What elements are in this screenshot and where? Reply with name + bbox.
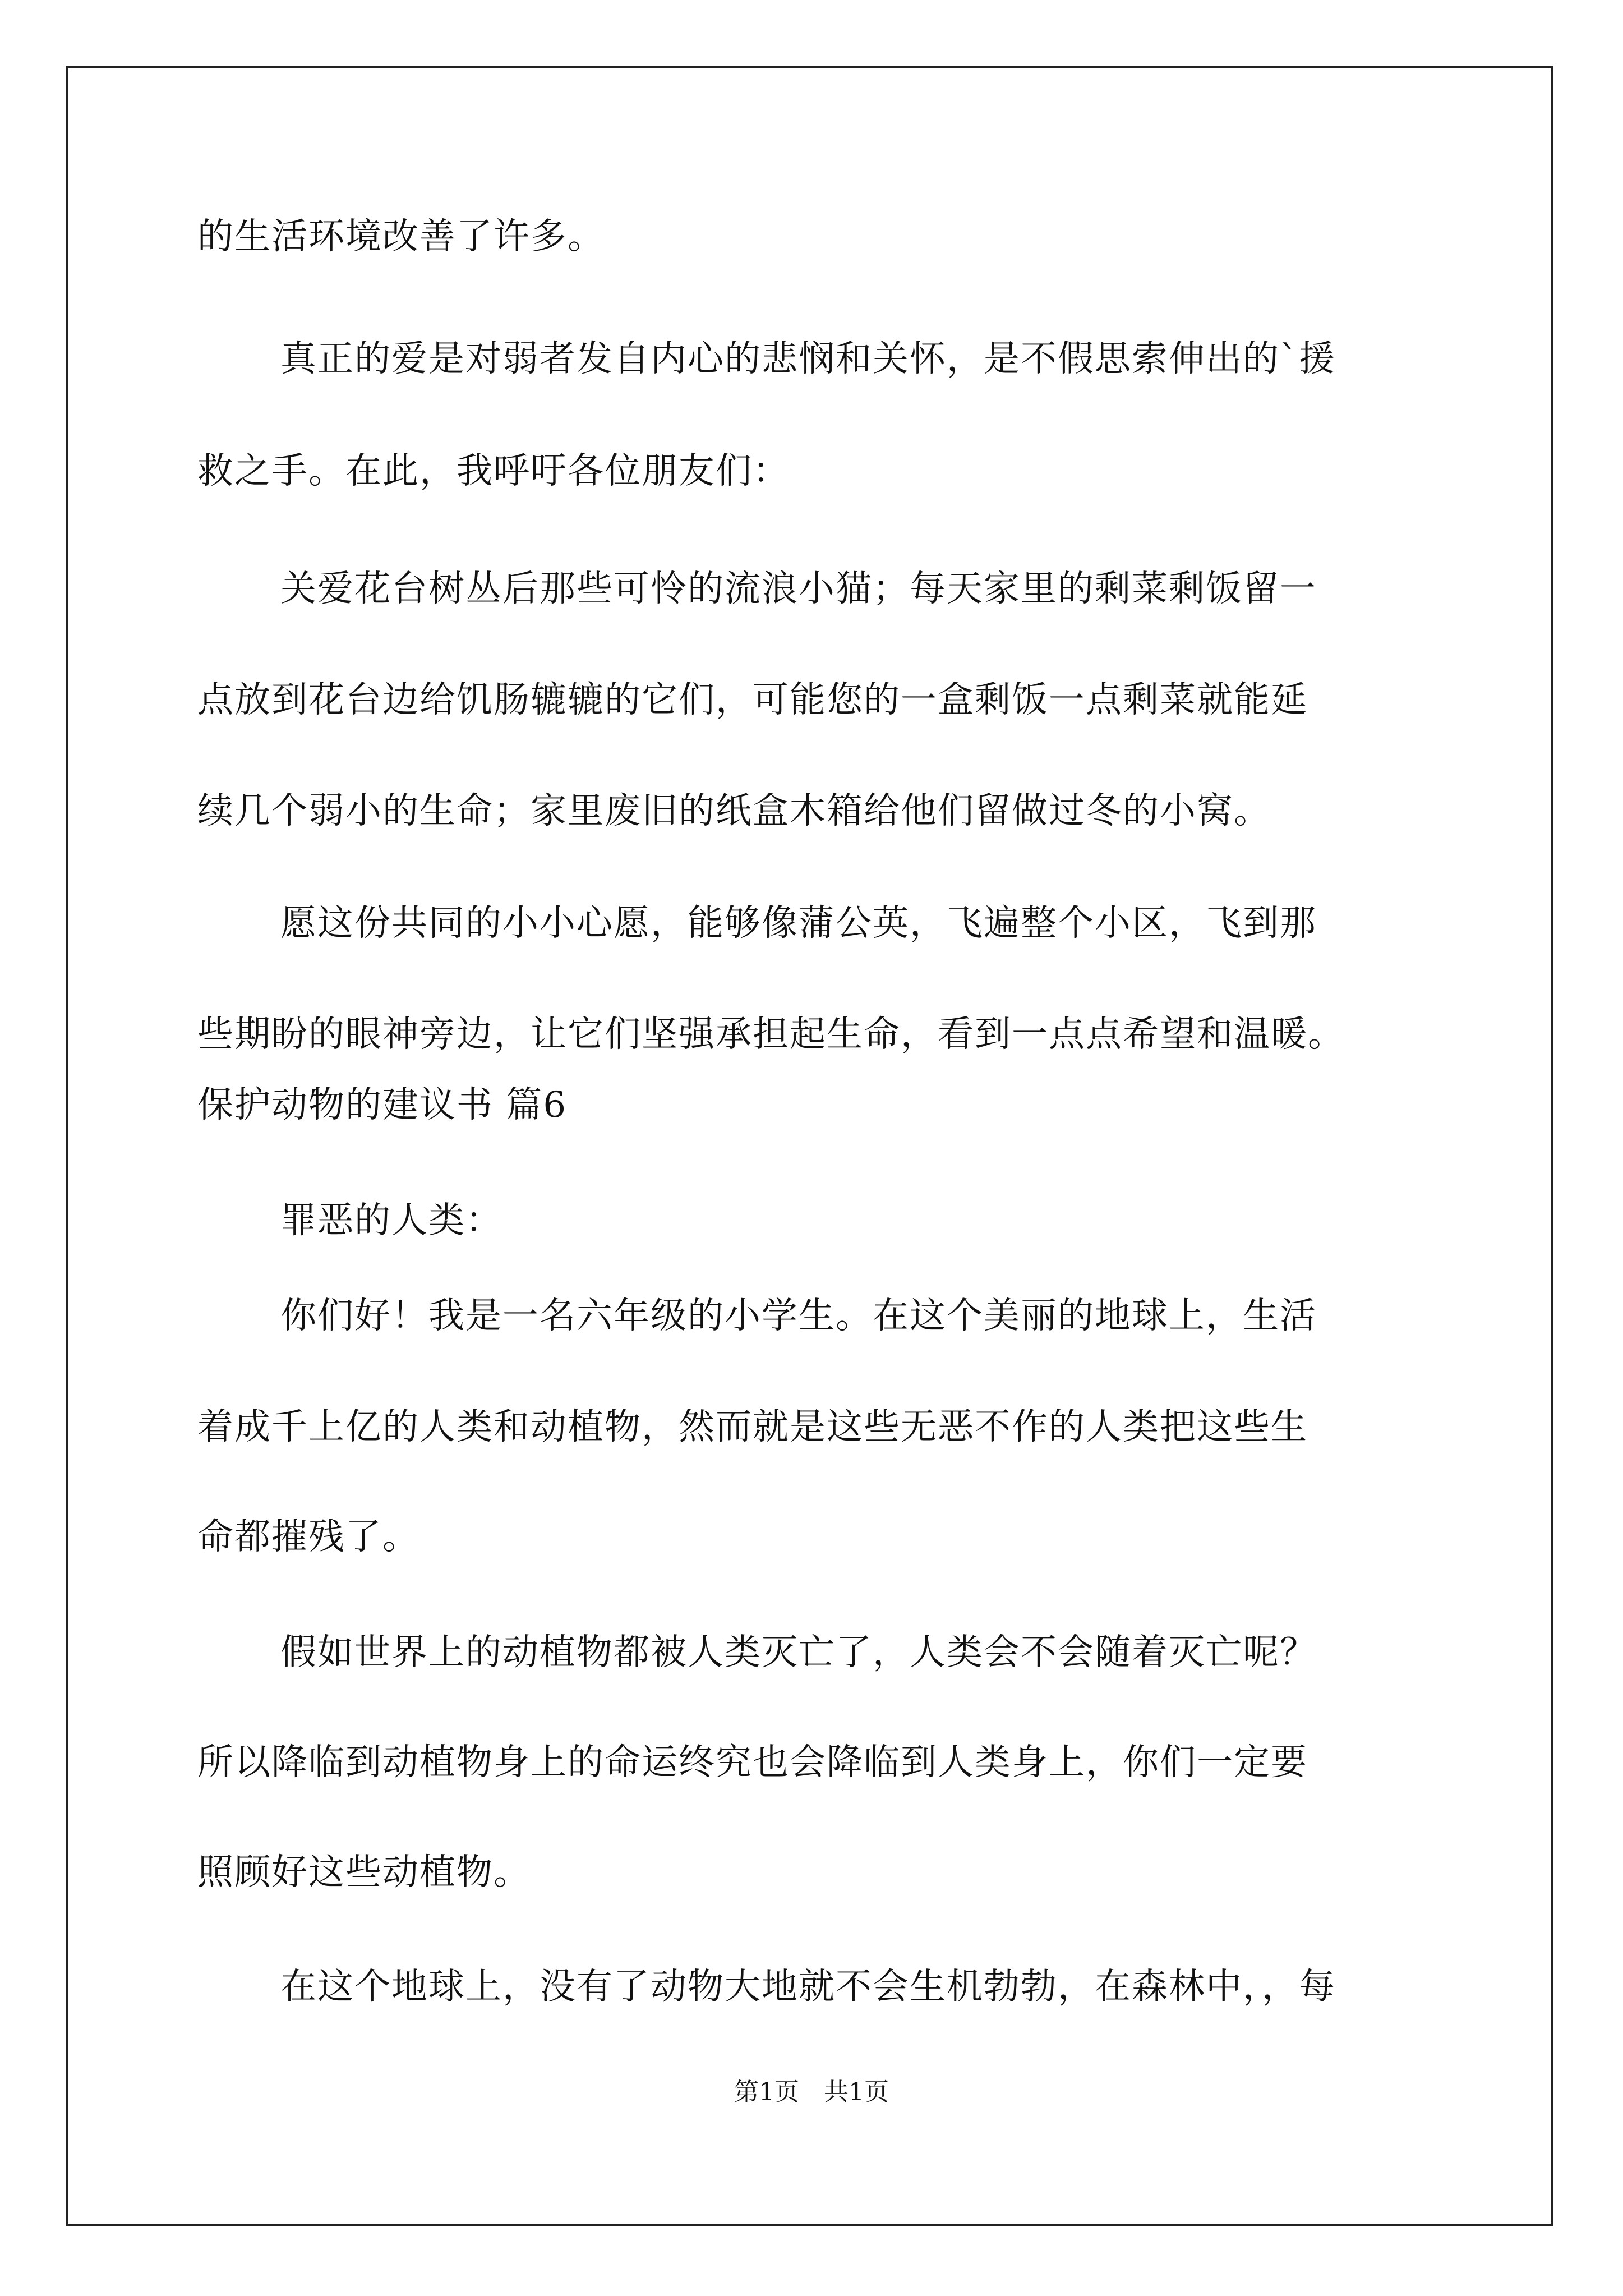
paragraph-line: 愿这份共同的小小心愿，能够像蒲公英，飞遍整个小区，飞到那 [280, 903, 1317, 944]
paragraph-line: 关爱花台树丛后那些可怜的流浪小猫；每天家里的剩菜剩饭留一 [280, 568, 1317, 610]
paragraph-line: 救之手。在此，我呼吁各位朋友们： [197, 450, 790, 492]
paragraph-line: 的生活环境改善了许多。 [197, 216, 605, 257]
paragraph-line: 命都摧残了。 [197, 1516, 419, 1558]
paragraph-line: 在这个地球上，没有了动物大地就不会生机勃勃，在森林中，，每 [280, 1966, 1336, 2008]
paragraph-line: 照顾好这些动植物。 [197, 1852, 531, 1893]
section-heading: 保护动物的建议书 篇6 [197, 1084, 568, 1126]
paragraph-line: 点放到花台边给饥肠辘辘的它们，可能您的一盒剩饭一点剩菜就能延 [197, 679, 1308, 721]
page-border [66, 66, 1553, 2226]
paragraph-line: 你们好！我是一名六年级的小学生。在这个美丽的地球上，生活 [280, 1295, 1317, 1337]
paragraph-line: 续几个弱小的生命；家里废旧的纸盒木箱给他们留做过冬的小窝。 [197, 790, 1271, 832]
paragraph-line: 罪恶的人类： [280, 1200, 502, 1241]
paragraph-line: 所以降临到动植物身上的命运终究也会降临到人类身上，你们一定要 [197, 1742, 1308, 1783]
paragraph-line: 真正的爱是对弱者发自内心的悲悯和关怀，是不假思索伸出的`援 [280, 338, 1336, 380]
paragraph-line: 些期盼的眼神旁边，让它们坚强承担起生命，看到一点点希望和温暖。 [197, 1014, 1345, 1055]
page-footer: 第1页 共1页 [734, 2078, 889, 2106]
paragraph-line: 着成千上亿的人类和动植物，然而就是这些无恶不作的人类把这些生 [197, 1406, 1308, 1448]
paragraph-line: 假如世界上的动植物都被人类灭亡了，人类会不会随着灭亡呢？ [280, 1632, 1317, 1673]
